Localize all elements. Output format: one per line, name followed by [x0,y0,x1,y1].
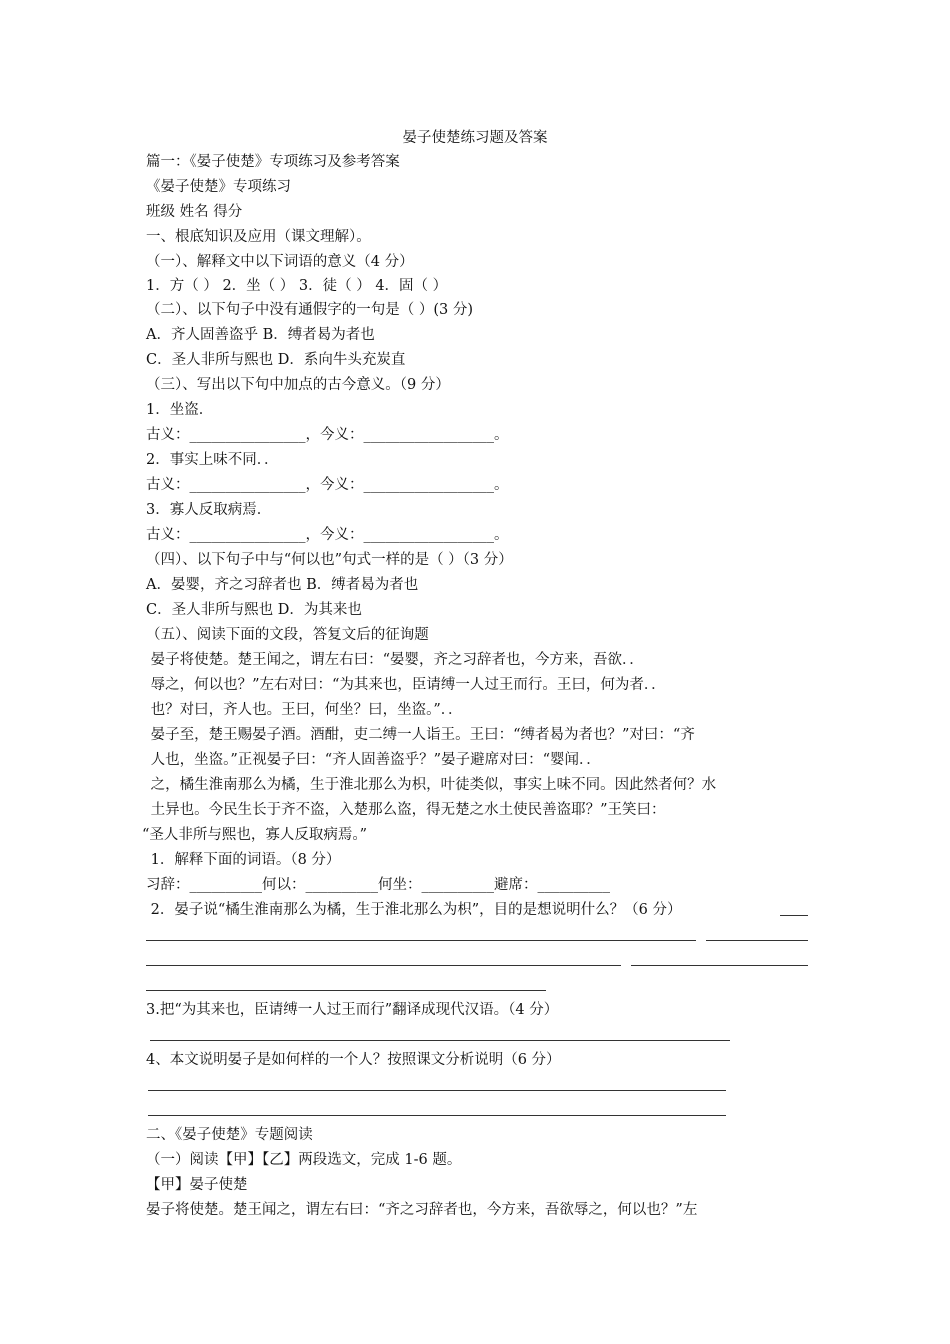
answer-line [148,1115,726,1116]
reading-q1: 1．解释下面的词语。（8 分） [146,852,341,868]
answer-line [146,940,696,941]
subtitle: 《晏子使楚》专项练习 [146,179,291,195]
q3-answer-1: 古义：________________，今义：__________________。 [146,427,509,443]
passage-line-7: 土异也。今民生长于齐不盗，入楚那么盗，得无楚之水土使民善盗耶？”王笑曰： [146,802,666,818]
passage-line-3: 也？对曰，齐人也。王曰，何坐？曰，坐盗。”．． [146,702,463,718]
answer-line [146,965,621,966]
q2-options-ab: A．齐人固善盗乎 B．缚者曷为者也 [146,327,375,343]
q3-item-2: 2．事实上味不同．． [146,452,279,468]
q3-answer-2: 古义：________________，今义：__________________。 [146,477,509,493]
reading-q2: 2．晏子说“橘生淮南那么为橘，生于淮北那么为枳”，目的是想说明什么？（6 分） [146,902,682,918]
answer-line [706,940,808,941]
reading-q4: 4、本文说明晏子是如何样的一个人？按照课文分析说明（6 分） [146,1052,561,1068]
answer-line [146,990,546,991]
reading-q1-answer: 习辞：__________何以：__________何坐：__________避席：__________ [146,877,610,893]
q2-stem: （二）、以下句子中没有通假字的一句是（ ）(3 分) [146,302,474,318]
passage-line-6: 之，橘生淮南那么为橘，生于淮北那么为枳，叶徒类似，事实上味不同。因此然者何？水 [146,777,717,793]
answer-line [780,915,808,916]
class-line: 班级 姓名 得分 [146,204,243,220]
document-title: 晏子使楚练习题及答案 [402,130,548,146]
part1-heading: 篇一：《晏子使楚》专项练习及参考答案 [146,154,400,170]
q4-stem: （四）、以下句子中与“何以也”句式一样的是（ ）（3 分） [146,552,513,568]
section1-heading: 一、根底知识及应用（课文理解）。 [146,229,371,245]
q3-stem: （三）、写出以下句中加点的古今意义。（9 分） [146,377,450,393]
section2-heading: 二、《晏子使楚》专题阅读 [146,1127,313,1143]
q5-stem: （五）、阅读下面的文段，答复文后的征询题 [146,627,429,643]
q3-item-3: 3．寡人反取病焉． [146,502,272,518]
section2-jia-title: 【甲】晏子使楚 [146,1177,248,1193]
answer-line [150,1040,730,1041]
q2-options-cd: C．圣人非所与熙也 D．系向牛头充炭直 [146,352,406,368]
q1-stem: （一）、解释文中以下词语的意义（4 分） [146,254,414,270]
q3-item-1: 1．坐盗． [146,402,214,418]
passage-line-4: 晏子至，楚王赐晏子酒。酒酣，吏二缚一人诣王。王曰：“缚者曷为者也？”对曰：“齐 [146,727,695,743]
q3-answer-3: 古义：________________，今义：__________________。 [146,527,509,543]
passage-line-2: 辱之，何以也？”左右对曰：“为其来也，臣请缚一人过王而行。王曰，何为者．． [146,677,666,693]
passage-line-5: 人也，坐盗。”正视晏子曰：“齐人固善盗乎？”晏子避席对曰：“婴闻．． [146,752,601,768]
q4-options-ab: A．晏婴，齐之习辞者也 B．缚者曷为者也 [146,577,419,593]
section2-intro: （一）阅读【甲】【乙】两段选文，完成 1-6 题。 [146,1152,462,1168]
reading-q3: 3.把“为其来也，臣请缚一人过王而行”翻译成现代汉语。（4 分） [146,1002,559,1018]
passage-line-8: “圣人非所与熙也，寡人反取病焉。” [142,827,368,843]
answer-line [148,1090,726,1091]
q4-options-cd: C．圣人非所与熙也 D．为其来也 [146,602,362,618]
passage-line-1: 晏子将使楚。楚王闻之，谓左右曰：“晏婴，齐之习辞者也，今方来，吾欲．． [146,652,644,668]
q1-items: 1．方（ ） 2．坐（ ） 3．徒（ ） 4．固（ ） [146,278,448,294]
section2-text: 晏子将使楚。楚王闻之，谓左右曰：“齐之习辞者也，今方来，吾欲辱之，何以也？”左 [146,1202,698,1218]
answer-line [631,965,808,966]
